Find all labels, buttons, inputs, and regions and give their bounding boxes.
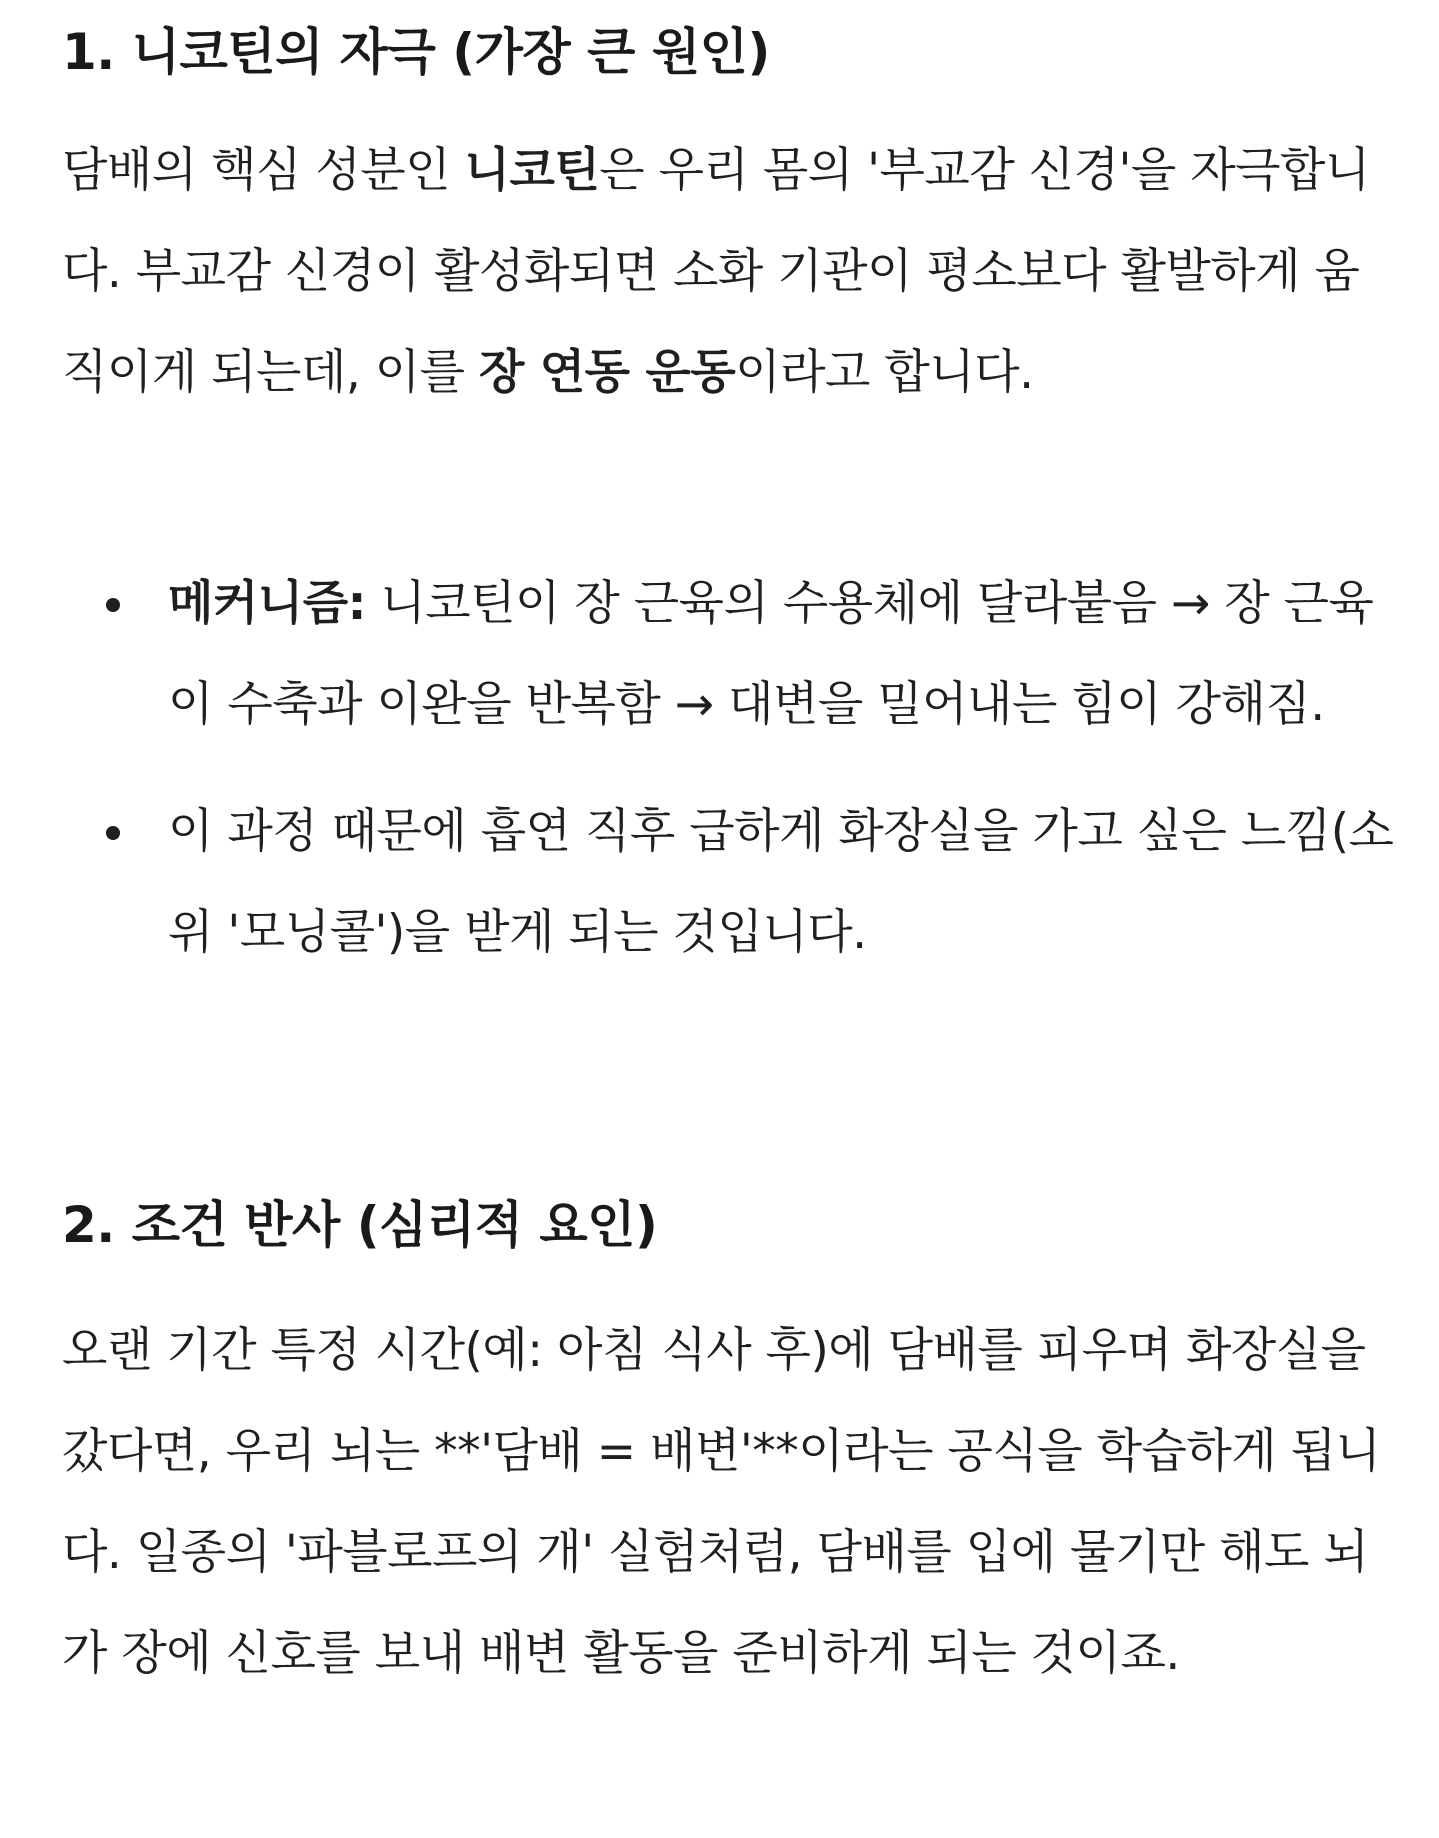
para-text: 담배의 핵심 성분인	[62, 143, 465, 198]
section-1-paragraph	[62, 120, 1382, 423]
para-text: 이라고 합니다.	[735, 345, 1034, 400]
section-1-bullet-list	[62, 553, 1402, 1009]
bullet-text: 니코틴이 장 근육의 수용체에 달라붙음 → 장 근육이 수축과 이완을 반복함 → 대변을 밀어내는 힘이 강해짐.	[168, 576, 1374, 732]
bullet-label: 메커니즘:	[168, 576, 366, 631]
bullet-item-morning-call	[62, 781, 1402, 983]
section-2-paragraph: 오랜 기간 특정 시간(예: 아침 식사 후)에 담배를 피우며 화장실을 갔다면, 우리 뇌는 **'담배 = 배변'**이라는 공식을 학습하게 됩니다. 일종의 '파블로프의 개' 실험처럼, 담배를 입에 물기만 해도 뇌가 장에 신호를 보내 배변 활동을 준비하게 되는 것이죠.	[62, 1323, 1381, 1681]
section-1-heading: 1. 니코틴의 자극 (가장 큰 원인)	[62, 23, 770, 81]
bullet-item-mechanism	[62, 553, 1402, 755]
para-bold-peristalsis: 장 연동 운동	[478, 345, 736, 400]
bullet-text: 이 과정 때문에 흡연 직후 급하게 화장실을 가고 싶은 느낌(소위 '모닝콜')을 받게 되는 것입니다.	[168, 804, 1394, 960]
section-2-heading: 2. 조건 반사 (심리적 요인)	[62, 1196, 658, 1254]
para-bold-nicotine: 니코틴	[464, 143, 600, 198]
para-text: 은 우리 몸의 '부교감 신경'을 자극합니다. 부교감 신경이 활성화되면 소화 기관이 평소보다 활발하게 움직이게 되는데, 이를	[62, 143, 1370, 400]
bullet-dot-icon	[106, 826, 120, 840]
bullet-dot-icon	[106, 598, 120, 612]
